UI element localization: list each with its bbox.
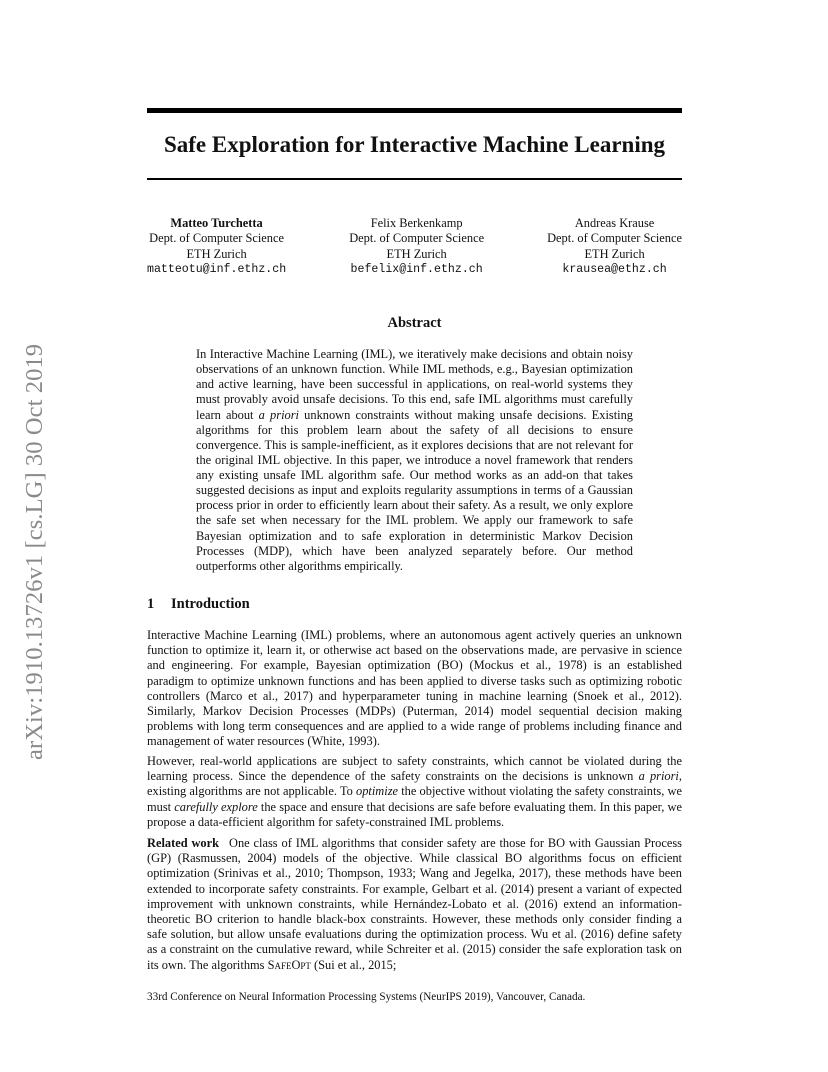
related-work-label: Related work xyxy=(147,836,220,850)
paragraph-text-part: However, real-world applications are subject to safety constraints, which cannot be violated during the learning process. Since the dependence of the safety constraints on the decisions is unknown xyxy=(147,754,682,784)
intro-paragraph-1: Interactive Machine Learning (IML) problems, where an autonomous agent actively queries an unknown function to optimize it, learn it, or otherwise act based on the observations made, are pervasive in science and engineering. For example, Bayesian optimization (BO) (Mockus et al., 1978) is an established paradigm to optimize unknown functions and has been applied to diverse tasks such as optimizing robotic controllers (Marco et al., 2017) and hyperparameter tuning in machine learning (Snoek et al., 2012). Similarly, Markov Decision Processes (MDPs) (Puterman, 2014) model sequential decision making problems with long term consequences and are applied to a wide range of problems including finance and management of water resources (White, 1993). xyxy=(147,628,682,749)
paper-title: Safe Exploration for Interactive Machine Learning xyxy=(163,132,666,157)
abstract-text-part: unknown constraints without making unsafe decisions. Existing algorithms for this problem learn about the safety of all decisions to ensure convergence. This is sample-inefficient, as it explores decisions that are not relevant for the original IML objective. In this paper, we introduce a novel framework that renders any existing unsafe IML algorithm safe. Our method works as an add-on that takes suggested decisions as input and exploits regularity assumptions in terms of a Gaussian process prior in order to efficiently learn about their safety. As a result, we only explore the safe set when necessary for the IML problem. We apply our framework to safe Bayesian optimization and to safe exploration in deterministic Markov Decision Processes (MDP), which have been analyzed separately before. Our method outperforms other algorithms empirically. xyxy=(196,407,633,573)
conference-footnote: 33rd Conference on Neural Information Processing Systems (NeurIPS 2019), Vancouver, Canada. xyxy=(147,991,586,1003)
author-institution: ETH Zurich xyxy=(386,246,447,261)
author-email[interactable]: befelix@inf.ethz.ch xyxy=(350,262,483,276)
paragraph-text-part: the objective without violating the safety constraints, we must xyxy=(147,784,682,814)
author-2 xyxy=(349,216,484,277)
arxiv-identifier: arXiv:1910.13726v1 [cs.LG] 30 Oct 2019 xyxy=(21,343,48,760)
paragraph-text-part: (Sui et al., 2015; xyxy=(310,957,397,972)
author-name: Andreas Krause xyxy=(574,216,655,230)
paragraph-text-part: the space and ensure that decisions are safe before evaluating them. In this paper, we propose a data-efficient algorithm for safety-constrained IML problems. xyxy=(147,799,682,829)
author-department: Dept. of Computer Science xyxy=(149,231,285,246)
author-email[interactable]: matteotu@inf.ethz.ch xyxy=(147,262,287,276)
intro-paragraph-2 xyxy=(147,754,682,830)
author-email[interactable]: krausea@ethz.ch xyxy=(562,262,667,276)
author-name: Matteo Turchetta xyxy=(170,216,263,230)
title-top-rule xyxy=(147,108,682,113)
paragraph-emphasis: optimize xyxy=(356,784,399,799)
paragraph-text-part: , existing algorithms are not applicable. To xyxy=(147,769,682,799)
paragraph-text-part: One class of IML algorithms that consider safety are those for BO with Gaussian Process (GP) (Rasmussen, 2004) models of the objective. While classical BO algorithms focus on efficient optimization (Srinivas et al., 2010; Thompson, 1933; Wang and Jegelka, 2017), these methods have been extended to incorporate safety constraints. For example, Gelbart et al. (2014) present a variant of expected improvement with unknown constraints, while Hernández-Lobato et al. (2016) extend an information-theoretic BO criterion to handle black-box constraints. However, these methods only consider finding a safe solution, but allow unsafe evaluations during the optimization process. Wu et al. (2016) define safety as a constraint on the cumulative reward, while Schreiter et al. (2015) consider the safe exploration task on its own. The algorithms xyxy=(147,836,682,972)
author-institution: ETH Zurich xyxy=(584,246,645,261)
author-3 xyxy=(547,216,682,277)
section-title: Introduction xyxy=(171,596,250,612)
paragraph-emphasis: carefully explore xyxy=(174,799,258,814)
title-bottom-rule xyxy=(147,178,682,180)
author-block xyxy=(147,216,682,277)
paragraph-emphasis: a priori xyxy=(638,769,679,784)
author-department: Dept. of Computer Science xyxy=(547,231,682,246)
related-work-paragraph xyxy=(147,836,682,973)
section-number: 1 xyxy=(147,596,155,612)
author-department: Dept. of Computer Science xyxy=(349,231,485,246)
author-1 xyxy=(147,216,286,277)
abstract-text xyxy=(196,347,633,574)
section-heading-introduction xyxy=(147,595,682,613)
abstract-text-part: In Interactive Machine Learning (IML), we iteratively make decisions and obtain noisy observations of an unknown function. While IML methods, e.g., Bayesian optimization and active learning, have been successful in applications, on real-world systems they must provably avoid unsafe decisions. To this end, safe IML algorithms must carefully learn about xyxy=(196,347,633,422)
author-institution: ETH Zurich xyxy=(186,246,247,261)
abstract-emphasis: a priori xyxy=(258,407,299,422)
abstract-heading: Abstract xyxy=(387,315,442,331)
author-name: Felix Berkenkamp xyxy=(370,216,463,230)
algorithm-name: SafeOpt xyxy=(267,957,311,972)
